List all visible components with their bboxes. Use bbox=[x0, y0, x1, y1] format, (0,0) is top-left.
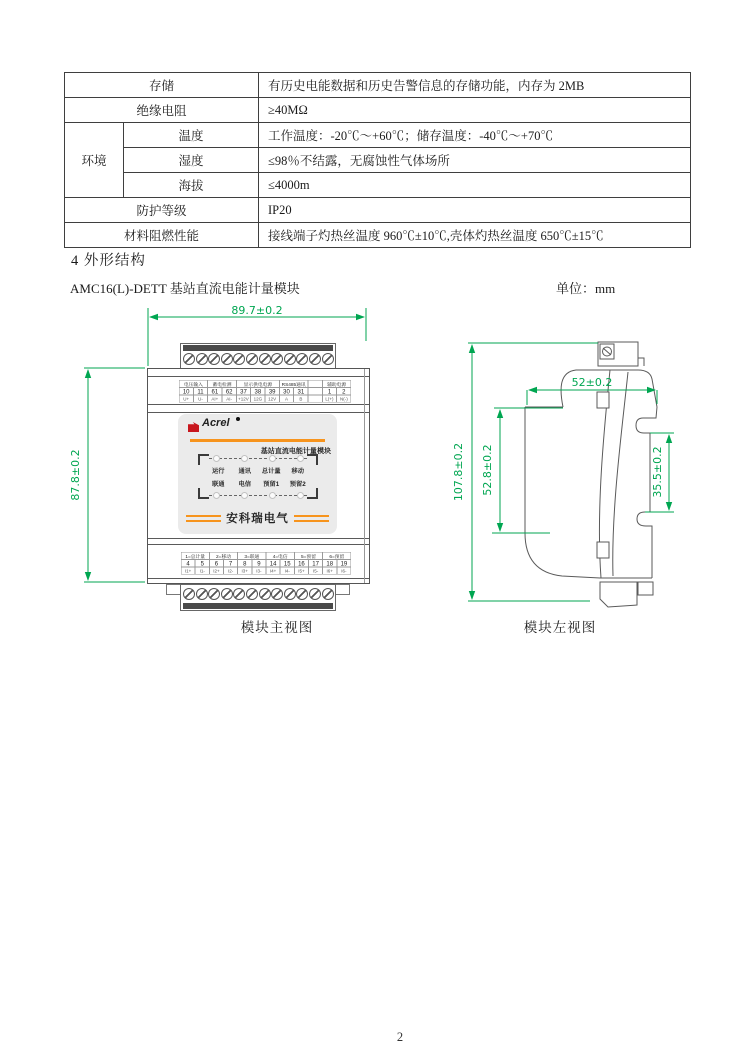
terminal-number-cell: 7 bbox=[224, 560, 238, 568]
screw-terminal-icon bbox=[246, 588, 258, 600]
terminal-signal-cell: AI+ bbox=[208, 395, 222, 403]
body-line bbox=[148, 538, 369, 539]
screw-terminal-icon bbox=[196, 353, 208, 365]
screw-terminal-icon bbox=[183, 353, 195, 365]
screw-terminal-icon bbox=[221, 588, 233, 600]
terminal-group-cell: 电压输入 bbox=[179, 380, 208, 388]
screw-terminal-icon bbox=[322, 588, 334, 600]
screw-terminal-icon bbox=[322, 353, 334, 365]
body-edge-line bbox=[364, 369, 365, 583]
terminal-group-cell: 2=移动 bbox=[209, 552, 237, 560]
screw-terminal-icon bbox=[309, 588, 321, 600]
bottom-terminal-block bbox=[180, 584, 336, 611]
terminal-signal-cell: B bbox=[294, 395, 308, 403]
screw-row bbox=[183, 353, 334, 365]
spec-label: 海拔 bbox=[124, 173, 259, 198]
table-row bbox=[65, 223, 691, 248]
brand-row bbox=[186, 510, 329, 526]
outline-drawing bbox=[0, 300, 750, 650]
table-row bbox=[65, 73, 691, 98]
led-label: 联通 bbox=[211, 480, 225, 488]
terminal-group-cell: RS485通讯 bbox=[279, 380, 308, 388]
terminal-number-cell: 16 bbox=[294, 560, 308, 568]
led-label-row bbox=[205, 466, 311, 475]
spec-label: 材料阻燃性能 bbox=[65, 223, 259, 248]
terminal-number-cell: 9 bbox=[252, 560, 266, 568]
terminal-signal-cell: 12G bbox=[251, 395, 265, 403]
dash-line bbox=[209, 495, 307, 496]
side-overall-height-dim: 107.8±0.2 bbox=[452, 442, 465, 502]
screw-terminal-icon bbox=[196, 588, 208, 600]
terminal-group-cell: 3=联通 bbox=[238, 552, 266, 560]
terminal-signal-cell: AI- bbox=[222, 395, 236, 403]
body-line bbox=[148, 376, 369, 377]
led-label: 通讯 bbox=[238, 467, 251, 475]
terminal-signal-cell: +12V bbox=[238, 396, 249, 402]
led-label: 移动 bbox=[291, 467, 304, 475]
led-indicator-box bbox=[203, 456, 313, 499]
bracket-corner-icon bbox=[307, 488, 318, 499]
terminal-number-cell: 5 bbox=[195, 560, 209, 568]
terminal-signal-cell: A bbox=[279, 395, 293, 403]
terminal-number-cell: 10 bbox=[179, 388, 193, 396]
front-view-caption: 模块主视图 bbox=[240, 620, 314, 635]
terminal-group-cell: 6=预留 bbox=[323, 552, 351, 560]
table-row bbox=[65, 148, 691, 173]
terminal-signal-cell: I4+ bbox=[266, 567, 280, 575]
body-line bbox=[148, 544, 369, 545]
spec-table bbox=[64, 72, 691, 248]
terminal-number-cell: 61 bbox=[208, 388, 222, 396]
front-width-dim: 89.7±0.2 bbox=[231, 304, 283, 317]
terminal-number-row bbox=[179, 388, 351, 396]
acrel-logo-text: Acrel bbox=[202, 417, 230, 429]
led-indicator bbox=[269, 492, 276, 499]
top-terminal-table bbox=[179, 380, 351, 403]
spec-value: 工作温度：-20℃～+60℃；储存温度：-40℃～+70℃ bbox=[259, 123, 691, 148]
brand-text: 安科瑞电气 bbox=[226, 513, 289, 525]
table-row bbox=[65, 173, 691, 198]
led-indicator bbox=[297, 455, 304, 462]
screw-terminal-icon bbox=[284, 588, 296, 600]
body-line bbox=[148, 404, 369, 405]
registered-dot-icon bbox=[236, 417, 240, 421]
terminal-number-cell: 6 bbox=[209, 560, 223, 568]
terminal-number-cell: 15 bbox=[280, 560, 294, 568]
led-indicator bbox=[241, 455, 248, 462]
body-line bbox=[148, 578, 369, 579]
spec-value: ≤4000m bbox=[259, 173, 691, 198]
screw-terminal-icon bbox=[233, 588, 245, 600]
figure-subtitle: AMC16(L)-DETT 基站直流电能计量模块 bbox=[70, 281, 300, 296]
led-indicator bbox=[213, 455, 220, 462]
side-view-caption: 模块左视图 bbox=[523, 620, 597, 635]
spec-value: 接线端子灼热丝温度 960℃±10℃,壳体灼热丝温度 650℃±15℃ bbox=[259, 223, 691, 248]
acrel-logo-icon bbox=[188, 422, 199, 432]
dash-line bbox=[209, 458, 307, 459]
bracket-corner-icon bbox=[307, 454, 318, 465]
terminal-group-cell: 4=电信 bbox=[266, 552, 294, 560]
side-front-height-dim: 52.8±0.2 bbox=[481, 444, 494, 496]
led-indicator bbox=[213, 492, 220, 499]
screw-terminal-icon bbox=[296, 588, 308, 600]
bracket-corner-icon bbox=[198, 488, 209, 499]
terminal-rail-bar bbox=[183, 603, 333, 609]
screw-terminal-icon bbox=[296, 353, 308, 365]
screw-terminal-icon bbox=[246, 353, 258, 365]
terminal-signal-cell: I2- bbox=[224, 567, 238, 575]
terminal-signal-cell: I3- bbox=[252, 567, 266, 575]
terminal-signal-cell: I1+ bbox=[181, 567, 195, 575]
terminal-signal-cell: I6+ bbox=[323, 567, 337, 575]
terminal-signal-cell: I5+ bbox=[294, 567, 308, 575]
terminal-number-cell: 8 bbox=[238, 560, 252, 568]
spec-label: 温度 bbox=[124, 123, 259, 148]
spec-label: 存储 bbox=[65, 73, 259, 98]
spec-label: 绝缘电阻 bbox=[65, 98, 259, 123]
terminal-signal-cell: I5- bbox=[309, 567, 323, 575]
table-row bbox=[65, 98, 691, 123]
spec-value: IP20 bbox=[259, 198, 691, 223]
bottom-terminal-table bbox=[181, 552, 351, 575]
table-row bbox=[65, 123, 691, 148]
screw-terminal-icon bbox=[221, 353, 233, 365]
terminal-signal-cell: I2+ bbox=[209, 567, 223, 575]
led-label: 预留1 bbox=[263, 480, 280, 488]
terminal-signal-row bbox=[179, 395, 351, 403]
terminal-signal-cell: I3+ bbox=[238, 567, 252, 575]
terminal-number-cell: 17 bbox=[309, 560, 323, 568]
terminal-signal-cell: U- bbox=[193, 395, 207, 403]
terminal-group-row bbox=[181, 552, 351, 560]
terminal-group-cell: 辅助电源 bbox=[322, 380, 351, 388]
section-heading: 4 外形结构 bbox=[71, 253, 146, 269]
terminal-number-cell: 4 bbox=[181, 560, 195, 568]
module-body bbox=[147, 368, 370, 584]
terminal-signal-cell: U+ bbox=[179, 395, 193, 403]
terminal-number-cell: 30 bbox=[279, 388, 293, 396]
terminal-group-cell: 蓄电检测 bbox=[208, 380, 237, 388]
led-label: 电信 bbox=[238, 480, 251, 488]
face-panel bbox=[178, 414, 337, 534]
terminal-number-cell: 31 bbox=[294, 388, 308, 396]
terminal-signal-cell: I6- bbox=[337, 567, 351, 575]
terminal-signal-cell: L(+) bbox=[322, 395, 336, 403]
orange-lines-right bbox=[294, 515, 329, 522]
terminal-number-cell: 38 bbox=[251, 388, 265, 396]
led-indicator bbox=[269, 455, 276, 462]
body-line bbox=[148, 412, 369, 413]
led-indicator bbox=[241, 492, 248, 499]
terminal-number-cell: 11 bbox=[193, 388, 207, 396]
screw-terminal-icon bbox=[284, 353, 296, 365]
unit-label: 单位：mm bbox=[556, 281, 616, 296]
terminal-group-cell: 5=预留 bbox=[294, 552, 322, 560]
led-label-row bbox=[205, 479, 311, 488]
terminal-number-cell: 62 bbox=[222, 388, 236, 396]
terminal-number-row bbox=[181, 560, 351, 568]
terminal-signal-cell: N(-) bbox=[337, 395, 351, 403]
orange-rule bbox=[190, 439, 325, 442]
screw-row bbox=[183, 588, 334, 600]
table-row bbox=[65, 198, 691, 223]
panel-product-name: 基站直流电能计量模块 bbox=[260, 446, 331, 455]
orange-lines-left bbox=[186, 515, 221, 522]
terminal-number-cell bbox=[308, 388, 322, 396]
terminal-signal-row bbox=[181, 567, 351, 575]
terminal-number-cell: 14 bbox=[266, 560, 280, 568]
spec-group-label: 环境 bbox=[65, 123, 124, 198]
terminal-number-cell: 19 bbox=[337, 560, 351, 568]
mount-ear-right bbox=[335, 584, 350, 595]
spec-label: 湿度 bbox=[124, 148, 259, 173]
screw-terminal-icon bbox=[271, 588, 283, 600]
terminal-group-cell: 显示供电电源 bbox=[236, 380, 279, 388]
screw-terminal-icon bbox=[233, 353, 245, 365]
screw-terminal-icon bbox=[259, 588, 271, 600]
terminal-group-cell: 1=总计量 bbox=[181, 552, 209, 560]
terminal-signal-cell bbox=[308, 395, 322, 403]
spec-label: 防护等级 bbox=[65, 198, 259, 223]
terminal-number-cell: 2 bbox=[337, 388, 351, 396]
screw-terminal-icon bbox=[271, 353, 283, 365]
terminal-group-cell bbox=[308, 380, 322, 388]
terminal-number-cell: 37 bbox=[236, 388, 250, 396]
side-depth-dim: 52±0.2 bbox=[571, 376, 613, 389]
screw-terminal-icon bbox=[183, 588, 195, 600]
led-label: 运行 bbox=[211, 467, 225, 475]
terminal-signal-cell: 12V bbox=[265, 395, 279, 403]
screw-terminal-icon bbox=[208, 588, 220, 600]
screw-terminal-icon bbox=[259, 353, 271, 365]
terminal-number-cell: 18 bbox=[323, 560, 337, 568]
page-number: 2 bbox=[396, 1030, 404, 1044]
terminal-rail-bar bbox=[183, 345, 333, 351]
spec-value: ≤98％不结露，无腐蚀性气体场所 bbox=[259, 148, 691, 173]
mount-ear-left bbox=[166, 584, 181, 595]
led-indicator bbox=[297, 492, 304, 499]
terminal-signal-cell: I1- bbox=[195, 567, 209, 575]
screw-terminal-icon bbox=[208, 353, 220, 365]
screw-terminal-icon bbox=[309, 353, 321, 365]
led-label: 总计量 bbox=[261, 467, 281, 475]
terminal-number-cell: 1 bbox=[322, 388, 336, 396]
top-terminal-block bbox=[180, 343, 336, 370]
spec-value: ≥40MΩ bbox=[259, 98, 691, 123]
front-height-dim: 87.8±0.2 bbox=[69, 449, 82, 501]
bracket-corner-icon bbox=[198, 454, 209, 465]
side-rail-slot-dim: 35.5±0.2 bbox=[651, 446, 664, 498]
terminal-number-cell: 39 bbox=[265, 388, 279, 396]
terminal-group-row bbox=[179, 380, 351, 388]
spec-value: 有历史电能数据和历史告警信息的存储功能，内存为 2MB bbox=[259, 73, 691, 98]
led-label: 预留2 bbox=[289, 480, 306, 488]
terminal-signal-cell: I4- bbox=[280, 567, 294, 575]
